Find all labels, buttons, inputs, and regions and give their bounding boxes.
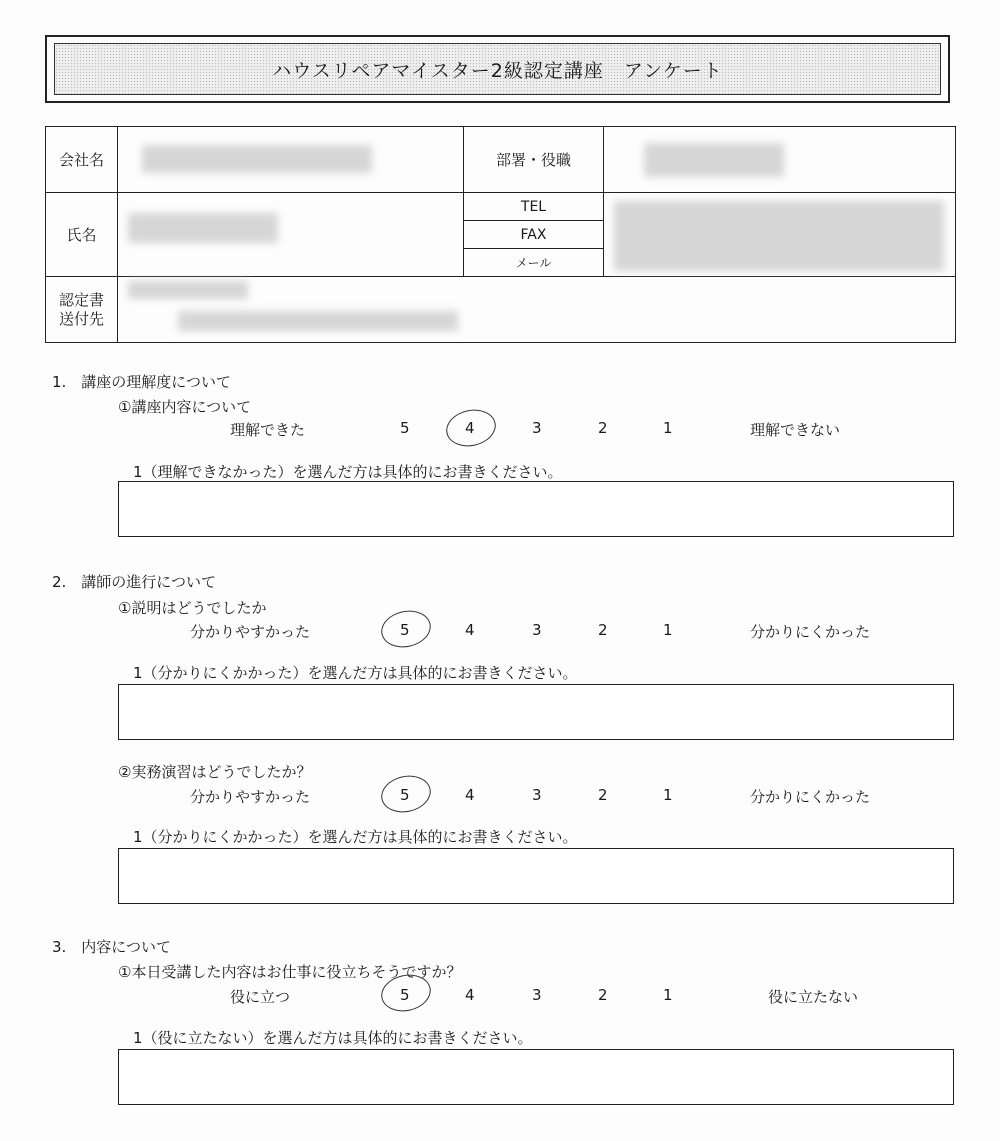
section-1-heading: 1. 講座の理解度について [52,373,232,391]
q1-1-prompt: ①講座内容について [118,398,252,416]
q2-2-prompt: ②実務演習はどうでしたか？ [118,763,312,781]
tel-label: TEL [464,193,604,221]
address-label [46,277,118,343]
q2-2-option-3[interactable]: 3 [532,786,542,804]
q2-2-option-5[interactable]: 5 [400,786,410,804]
q1-1-option-4[interactable]: 4 [465,419,475,437]
q2-1-left-anchor: 分かりやすかった [190,623,311,641]
q2-1-option-5[interactable]: 5 [400,621,410,639]
q2-2-note: 1（分かりにくかかった）を選んだ方は具体的にお書きください。 [133,828,578,846]
q1-1-option-3[interactable]: 3 [532,419,542,437]
name-field[interactable] [118,193,464,277]
q3-1-option-3[interactable]: 3 [532,986,542,1004]
q3-1-left-anchor: 役に立つ [230,988,291,1006]
q2-2-option-1[interactable]: 1 [663,786,673,804]
name-label: 氏名 [46,193,118,277]
q1-1-option-5[interactable]: 5 [400,419,410,437]
q3-1-note: 1（役に立たない）を選んだ方は具体的にお書きください。 [133,1029,533,1047]
q1-1-selected-mark [443,405,499,451]
q2-1-comment-box[interactable] [118,684,954,740]
q3-1-option-4[interactable]: 4 [465,986,475,1004]
company-label: 会社名 [46,127,118,193]
q3-1-comment-box[interactable] [118,1049,954,1105]
q3-1-right-anchor: 役に立たない [768,988,859,1006]
survey-title: ハウスリペアマイスター2級認定講座 アンケート [54,43,941,95]
contact-field[interactable] [604,193,956,277]
q2-2-option-2[interactable]: 2 [598,786,608,804]
company-field[interactable] [118,127,464,193]
q2-1-selected-mark [378,606,434,652]
q1-1-right-anchor: 理解できない [750,421,841,439]
address-label-line2: 送付先 [58,309,104,328]
q3-1-prompt: ①本日受講した内容はお仕事に役立ちそうですか？ [118,963,462,981]
q2-1-option-1[interactable]: 1 [663,621,673,639]
q2-1-option-2[interactable]: 2 [598,621,608,639]
q2-2-right-anchor: 分かりにくかった [750,788,871,806]
section-2-heading: 2. 講師の進行について [52,573,217,591]
dept-label: 部署・役職 [464,127,604,193]
q1-1-left-anchor: 理解できた [230,421,306,439]
address-label-line1: 認定書 [58,290,104,309]
q2-1-note: 1（分かりにくかかった）を選んだ方は具体的にお書きください。 [133,664,578,682]
q1-1-note: 1（理解できなかった）を選んだ方は具体的にお書きください。 [133,463,563,481]
q2-2-left-anchor: 分かりやすかった [190,788,311,806]
dept-field[interactable] [604,127,956,193]
q1-1-comment-box[interactable] [118,481,954,537]
fax-label: FAX [464,221,604,249]
q2-1-prompt: ①説明はどうでしたか [118,599,267,617]
address-field[interactable] [118,277,956,343]
q2-1-right-anchor: 分かりにくかった [750,623,871,641]
respondent-info-table [45,126,956,343]
q3-1-option-5[interactable]: 5 [400,986,410,1004]
q2-1-option-4[interactable]: 4 [465,621,475,639]
q3-1-option-1[interactable]: 1 [663,986,673,1004]
mail-label: メール [464,249,604,277]
q3-1-option-2[interactable]: 2 [598,986,608,1004]
title-frame [45,35,950,103]
q2-2-selected-mark [378,771,434,817]
q2-2-comment-box[interactable] [118,848,954,904]
q2-2-option-4[interactable]: 4 [465,786,475,804]
q2-1-option-3[interactable]: 3 [532,621,542,639]
section-3-heading: 3. 内容について [52,938,172,956]
q1-1-option-1[interactable]: 1 [663,419,673,437]
q1-1-option-2[interactable]: 2 [598,419,608,437]
